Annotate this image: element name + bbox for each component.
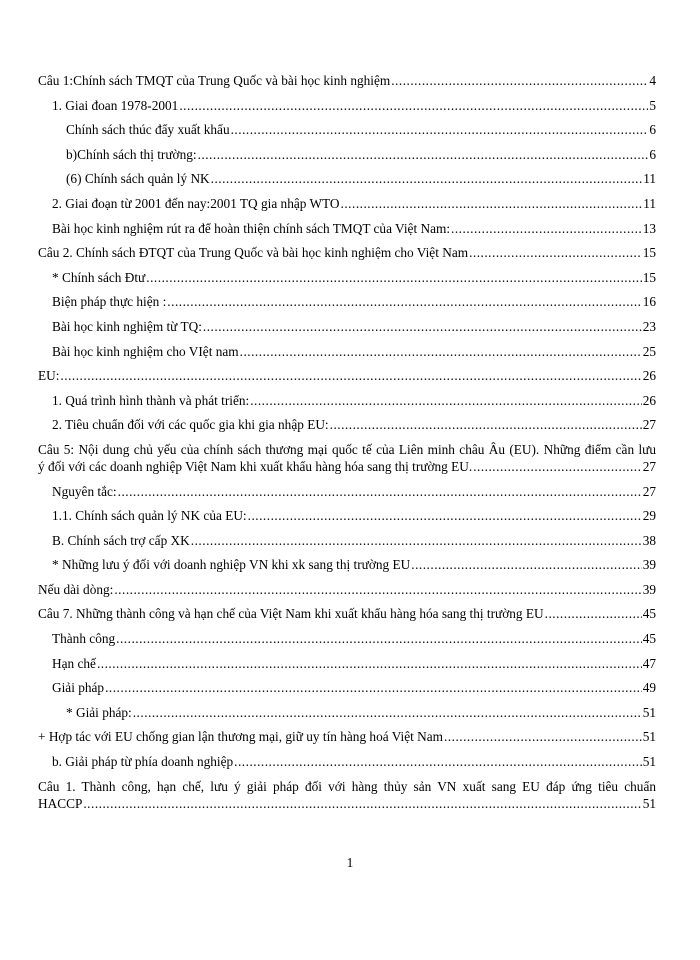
- dot-leader: [341, 195, 643, 212]
- toc-line: [38, 72, 656, 89]
- dot-leader: [146, 269, 641, 286]
- toc-entry-title: 1. Giai đoan 1978-2001: [52, 97, 179, 113]
- toc-entry-first-line: Câu 5: Nội dung chủ yếu của chính sách thương mại quốc tế của Liên minh châu Âu (EU). Những điểm cần lưu: [38, 441, 656, 457]
- dot-leader: [83, 795, 641, 812]
- toc-entry-page: 11: [643, 171, 656, 187]
- toc-entry[interactable]: [38, 97, 656, 114]
- toc-entry-page: 45: [642, 631, 656, 647]
- toc-line: [52, 293, 656, 310]
- dot-leader: [411, 556, 641, 573]
- toc-entry[interactable]: [38, 728, 656, 745]
- toc-entry-page: 25: [642, 343, 656, 359]
- toc-entry-title: Câu 2. Chính sách ĐTQT của Trung Quốc và bài học kinh nghiệm cho Việt Nam: [38, 245, 469, 261]
- toc-line: [52, 343, 656, 360]
- toc-line: [38, 795, 656, 812]
- toc-line: [38, 605, 656, 622]
- dot-leader: [444, 728, 642, 745]
- toc-line: [38, 728, 656, 745]
- toc-entry-page: 6: [649, 122, 656, 138]
- dot-leader: [133, 704, 642, 721]
- toc-entry[interactable]: [38, 416, 656, 433]
- toc-entry[interactable]: [38, 655, 656, 672]
- toc-entry-page: 38: [642, 532, 656, 548]
- toc-entry-title: b. Giải pháp từ phía doanh nghiệp: [52, 754, 234, 770]
- toc-entry[interactable]: [38, 483, 656, 500]
- toc-line: [52, 416, 656, 433]
- toc-entry-title: Biện pháp thực hiện :: [52, 294, 167, 310]
- toc-line: [52, 556, 656, 573]
- dot-leader: [469, 244, 642, 261]
- toc-entry-title: Nếu dài dòng:: [38, 581, 114, 597]
- toc-entry[interactable]: [38, 318, 656, 335]
- toc-entry[interactable]: [38, 220, 656, 237]
- toc-line: [52, 195, 656, 212]
- dot-leader: [240, 343, 642, 360]
- dot-leader: [167, 293, 641, 310]
- toc-line: [38, 367, 656, 384]
- dot-leader: [114, 581, 641, 598]
- toc-line: [52, 630, 656, 647]
- toc-entry[interactable]: [38, 195, 656, 212]
- toc-entry-page: 51: [642, 754, 656, 770]
- toc-entry-title: 2. Tiêu chuẩn đối với các quốc gia khi gia nhập EU:: [52, 417, 329, 433]
- dot-leader: [211, 170, 643, 187]
- toc-entry[interactable]: [38, 581, 656, 598]
- toc-entry[interactable]: [38, 679, 656, 696]
- toc-entry[interactable]: [38, 244, 656, 261]
- toc-entry-page: 51: [642, 729, 656, 745]
- toc-entry-page: 47: [642, 655, 656, 671]
- toc-entry-title: Bài học kinh nghiệm từ TQ:: [52, 318, 202, 334]
- toc-entry-page: 27: [642, 417, 656, 433]
- toc-entry[interactable]: [38, 269, 656, 286]
- dot-leader: [179, 97, 648, 114]
- toc-entry-page: 45: [642, 606, 656, 622]
- dot-leader: [473, 458, 642, 475]
- toc-line: [66, 170, 656, 187]
- toc-line: [52, 269, 656, 286]
- dot-leader: [330, 416, 642, 433]
- dot-leader: [545, 605, 642, 622]
- toc-entry-page: 6: [649, 146, 656, 162]
- toc-entry-title: * Chính sách Đtư: [52, 269, 146, 285]
- toc-entry[interactable]: [38, 293, 656, 310]
- dot-leader: [118, 483, 642, 500]
- toc-entry-title: * Những lưu ý đối với doanh nghiệp VN khi xk sang thị trường EU: [52, 557, 411, 573]
- toc-entry-page: 27: [642, 458, 656, 474]
- dot-leader: [391, 72, 648, 89]
- dot-leader: [250, 392, 642, 409]
- toc-entry[interactable]: [38, 753, 656, 770]
- page-number: 1: [346, 855, 354, 870]
- toc-entry-title: * Giải pháp:: [66, 704, 132, 720]
- toc-entry-title: Bài học kinh nghiệm cho VIệt nam: [52, 343, 239, 359]
- toc-entry[interactable]: [38, 778, 656, 812]
- toc-entry-page: 23: [642, 318, 656, 334]
- toc-entry[interactable]: [38, 704, 656, 721]
- toc-line: [52, 220, 656, 237]
- toc-entry[interactable]: [38, 605, 656, 622]
- toc-entry-page: 4: [649, 73, 656, 88]
- toc-entry-title: HACCP: [38, 795, 83, 811]
- toc-entry[interactable]: [38, 170, 656, 187]
- toc-entry[interactable]: [38, 367, 656, 384]
- toc-line: [66, 121, 656, 138]
- dot-leader: [97, 655, 642, 672]
- toc-entry-page: 16: [642, 294, 656, 310]
- toc-line: [52, 483, 656, 500]
- toc-entry[interactable]: [38, 146, 656, 163]
- toc-entry-title: Thành công: [52, 631, 116, 647]
- toc-entry-page: 13: [642, 220, 656, 236]
- toc-line: [38, 581, 656, 598]
- toc-entry-title: Câu 7. Những thành công và hạn chế của Việt Nam khi xuất khẩu hàng hóa sang thị trường EU: [38, 606, 544, 622]
- toc-entry-page: 15: [642, 245, 656, 261]
- table-of-contents: [38, 72, 656, 819]
- toc-entry-page: 39: [642, 581, 656, 597]
- toc-entry-title: B. Chính sách trợ cấp XK: [52, 532, 190, 548]
- toc-entry[interactable]: [38, 343, 656, 360]
- toc-line: [66, 146, 656, 163]
- toc-entry-title: 1.1. Chính sách quản lý NK của EU:: [52, 508, 247, 524]
- toc-line: [52, 753, 656, 770]
- toc-entry-first-line: Câu 1. Thành công, hạn chế, lưu ý giải pháp đối với hàng thủy sản VN xuất sang EU đáp ứng tiêu chuẩn: [38, 778, 656, 794]
- toc-entry[interactable]: [38, 630, 656, 647]
- toc-entry-title: EU:: [38, 368, 60, 384]
- toc-entry-title: Nguyên tắc:: [52, 483, 117, 499]
- toc-entry-title: (6) Chính sách quản lý NK: [66, 171, 210, 187]
- toc-line: [38, 244, 656, 261]
- toc-entry[interactable]: [38, 392, 656, 409]
- toc-entry-title: 2. Giai đoạn từ 2001 đến nay:2001 TQ gia nhập WTO: [52, 195, 340, 211]
- toc-entry-page: 51: [642, 704, 656, 720]
- toc-entry-title: Bài học kinh nghiệm rút ra để hoàn thiện chính sách TMQT của Việt Nam:: [52, 220, 451, 236]
- toc-entry-title: + Hợp tác với EU chống gian lận thương mại, giữ uy tín hàng hoá Việt Nam: [38, 729, 443, 745]
- dot-leader: [105, 679, 642, 696]
- toc-line: [66, 704, 656, 721]
- toc-entry-page: 27: [642, 483, 656, 499]
- toc-line: [52, 507, 656, 524]
- toc-entry-page: 5: [649, 97, 656, 113]
- toc-line: [52, 97, 656, 114]
- toc-entry-title: Hạn chế: [52, 655, 96, 671]
- toc-entry-title: Giải pháp: [52, 680, 105, 696]
- dot-leader: [231, 121, 649, 138]
- toc-line: [52, 392, 656, 409]
- dot-leader: [116, 630, 642, 647]
- toc-entry-title: Chính sách thúc đẩy xuất khẩu: [66, 122, 230, 138]
- toc-entry-page: 15: [642, 269, 656, 285]
- toc-entry[interactable]: [38, 532, 656, 549]
- toc-entry-page: 26: [642, 392, 656, 408]
- dot-leader: [451, 220, 642, 237]
- toc-entry-title: ý đối với các doanh nghiệp Việt Nam khi xuất khẩu hàng hóa sang thị trường EU.: [38, 458, 473, 474]
- toc-entry[interactable]: [38, 72, 656, 89]
- toc-line: [52, 318, 656, 335]
- toc-line: [52, 655, 656, 672]
- dot-leader: [191, 532, 642, 549]
- dot-leader: [203, 318, 642, 335]
- toc-entry[interactable]: [38, 441, 656, 475]
- toc-entry-page: 49: [642, 680, 656, 696]
- dot-leader: [198, 146, 649, 163]
- toc-entry[interactable]: [38, 507, 656, 524]
- toc-entry-title: 1. Quá trình hình thành và phát triển:: [52, 392, 250, 408]
- toc-entry-page: 29: [642, 508, 656, 524]
- toc-entry-page: 51: [642, 795, 656, 811]
- toc-line: [52, 679, 656, 696]
- dot-leader: [234, 753, 642, 770]
- toc-entry-title: Câu 1:Chính sách TMQT của Trung Quốc và bài học kinh nghiệm: [38, 73, 391, 88]
- toc-entry[interactable]: [38, 556, 656, 573]
- toc-entry-page: 26: [642, 368, 656, 384]
- dot-leader: [248, 507, 642, 524]
- toc-line: [52, 532, 656, 549]
- toc-entry-title: b)Chính sách thị trường:: [66, 146, 197, 162]
- toc-entry[interactable]: [38, 121, 656, 138]
- toc-entry-page: 11: [643, 195, 656, 211]
- dot-leader: [60, 367, 641, 384]
- toc-entry-page: 39: [642, 557, 656, 573]
- toc-line: [38, 458, 656, 475]
